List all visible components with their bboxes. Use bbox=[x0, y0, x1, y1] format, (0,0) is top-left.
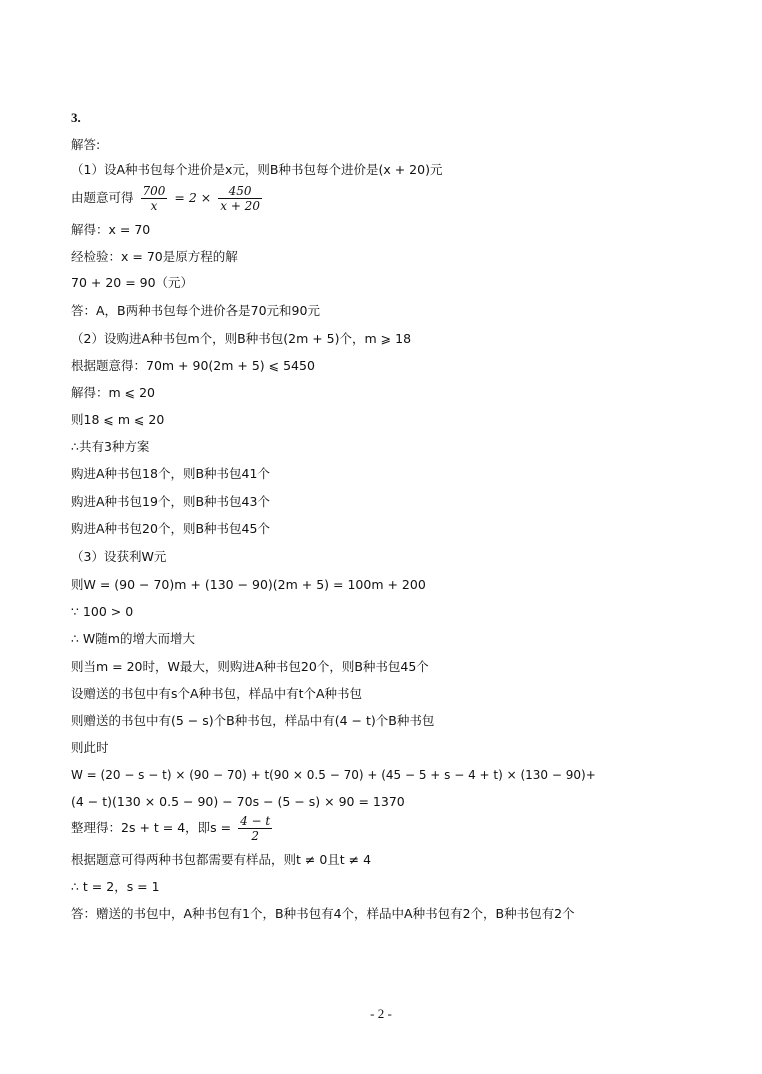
solution-line-26: 根据题意可得两种书包都需要有样品，则t ≠ 0且t ≠ 4 bbox=[71, 852, 372, 867]
simplification-prefix: 整理得：2s + t = 4，即s = bbox=[71, 820, 232, 835]
fraction-4-minus-t-over-2 bbox=[238, 814, 272, 843]
fraction-700-over-x bbox=[141, 184, 168, 213]
solution-line-10: 则18 ⩽ m ⩽ 20 bbox=[71, 412, 165, 427]
solution-line-4: 经检验：x = 70是原方程的解 bbox=[71, 249, 238, 264]
solution-line-16: 则W = (90 − 70)m + (130 − 90)(2m + 5) = 100m + 200 bbox=[71, 577, 426, 592]
solution-line-7: （2）设购进A种书包m个，则B种书包(2m + 5)个，m ⩾ 18 bbox=[71, 331, 412, 346]
fraction-numerator: 700 bbox=[142, 184, 166, 198]
solution-line-8: 根据题意得：70m + 90(2m + 5) ⩽ 5450 bbox=[71, 358, 315, 373]
fraction-denominator: x + 20 bbox=[220, 199, 260, 213]
fraction-denominator: x bbox=[150, 199, 158, 213]
solution-line-25 bbox=[71, 814, 275, 843]
solution-line-23: W = (20 − s − t) × (90 − 70) + t(90 × 0.5 − 70) + (45 − 5 + s − 4 + t) × (130 − 90)+ bbox=[71, 768, 596, 782]
solution-line-6: 答：A，B两种书包每个进价各是70元和90元 bbox=[71, 303, 320, 318]
solution-line-15: （3）设获利W元 bbox=[71, 549, 167, 564]
equation-middle: = 2 × bbox=[174, 190, 212, 205]
solution-line-17: ∵ 100 > 0 bbox=[71, 604, 134, 619]
solution-line-21: 则赠送的书包中有(5 − s)个B种书包，样品中有(4 − t)个B种书包 bbox=[71, 713, 435, 728]
solution-line-2 bbox=[71, 184, 265, 213]
solution-line-24: (4 − t)(130 × 0.5 − 90) − 70s − (5 − s) × 90 = 1370 bbox=[71, 794, 405, 809]
solution-line-22: 则此时 bbox=[71, 740, 109, 755]
fraction-numerator: 450 bbox=[218, 184, 262, 199]
solution-line-5: 70 + 20 = 90（元） bbox=[71, 275, 194, 290]
page-number: - 2 - bbox=[370, 1006, 392, 1021]
fraction-450-over-x-plus-20 bbox=[218, 184, 262, 213]
solution-line-28: 答：赠送的书包中，A种书包有1个，B种书包有4个，样品中A种书包有2个，B种书包有2个 bbox=[71, 906, 575, 921]
fraction-denominator: 2 bbox=[251, 829, 259, 843]
solution-line-11: ∴共有3种方案 bbox=[71, 439, 150, 454]
problem-number: 3. bbox=[71, 110, 81, 125]
solution-line-18: ∴ W随m的增大而增大 bbox=[71, 631, 195, 646]
solution-line-27: ∴ t = 2，s = 1 bbox=[71, 879, 160, 894]
answer-label: 解答: bbox=[71, 137, 101, 152]
solution-line-1: （1）设A种书包每个进价是x元，则B种书包每个进价是(x + 20)元 bbox=[71, 162, 443, 177]
fraction-numerator: 4 − t bbox=[240, 814, 271, 828]
solution-line-20: 设赠送的书包中有s个A种书包，样品中有t个A种书包 bbox=[71, 686, 363, 701]
equation-prefix: 由题意可得 bbox=[71, 190, 134, 205]
solution-line-9: 解得：m ⩽ 20 bbox=[71, 385, 156, 400]
solution-line-12: 购进A种书包18个，则B种书包41个 bbox=[71, 466, 270, 481]
solution-line-3: 解得：x = 70 bbox=[71, 222, 151, 237]
solution-line-14: 购进A种书包20个，则B种书包45个 bbox=[71, 521, 270, 536]
solution-line-19: 则当m = 20时，W最大，则购进A种书包20个，则B种书包45个 bbox=[71, 659, 429, 674]
solution-line-13: 购进A种书包19个，则B种书包43个 bbox=[71, 494, 270, 509]
